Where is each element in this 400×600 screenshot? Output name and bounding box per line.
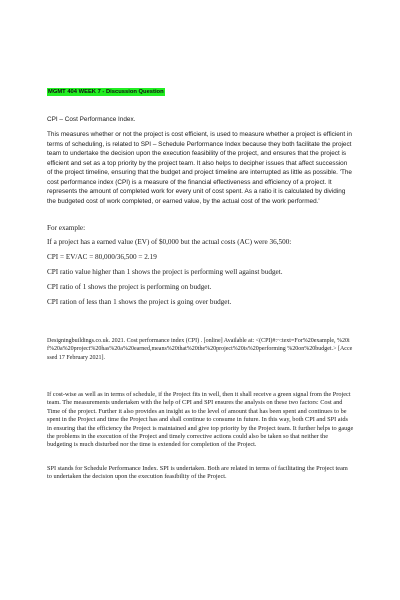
cost-wise-paragraph: If cost-wise as well as in terms of schedule, if the Project fits in well, then it shall receive a green signal from the Project team. The measurements undertaken with the help of CPI and SPI ensures the analysis on these two factors: Cost and Time of the project. Further it also provides an insight as to the level of amount that has been spent and continues to be spent in the Project and time the Project has and shall continue to consume in future. In this way, both CPI and SPI aids in ensuring that the efficiency the Project is maintained and give top priority by the Project team. It further helps to gauge the problems in the execution of the Project and timely corrective actions could also be taken so that neither the budgeting is much disturbed nor the time is extended for completion of the Project. xyxy=(47,391,354,449)
document-heading: MGMT 404 WEEK 7 - Discussion Question xyxy=(48,89,164,95)
cpi-title: CPI – Cost Performance Index. xyxy=(47,116,136,123)
ratio-less-block xyxy=(47,297,354,307)
cpi-title-block xyxy=(47,115,354,125)
spi-block xyxy=(47,465,354,482)
reference-citation: Designingbuildings.co.uk. 2021. Cost performance index (CPI) . [online] Available at: <(CPI)#:~:text=For%20example, %20if%20a%20project%20has%20a%20earned,means%20that%20the%20project%20is%20performing %20on%20budget.> [Accessed 17 February 2021]. xyxy=(47,338,353,361)
ratio-less-text: CPI ration of less than 1 shows the project is going over budget. xyxy=(47,298,232,306)
intro-paragraph: This measures whether or not the project is cost efficient, is used to measure whether a project is efficient in terms of scheduling, is related to SPI – Schedule Performance Index because they both facilitate the project team to undertake the decision upon the execution feasibility of the project, and ensures that the project is efficient and set as a top priority by the project team. It also helps to decipher issues that affect succession of the project timeline, ensuring that the budget and project timeline are interrupted as little as possible. 'The cost performance index (CPI) is a measure of the financial effectiveness and efficiency of a project. It represents the amount of completed work for every unit of cost spent. As a ratio it is calculated by dividing the budgeted cost of work completed, or earned value, by the actual cost of the work performed.' xyxy=(47,131,352,205)
example-line-block xyxy=(47,237,354,247)
ratio-one-text: CPI ratio of 1 shows the project is performing on budget. xyxy=(47,283,212,291)
reference-block xyxy=(47,337,354,362)
cost-wise-block xyxy=(47,391,354,450)
example-block xyxy=(47,223,354,233)
intro-block xyxy=(47,130,354,206)
ratio-higher-block xyxy=(47,267,354,277)
for-example-label: For example: xyxy=(47,224,86,232)
example-line: If a project has a earned value (EV) of $0,000 but the actual costs (AC) were 36,500: xyxy=(47,238,292,246)
cpi-formula: CPI = EV/AC = 80,000/36,500 = 2.19 xyxy=(47,253,157,261)
formula-block xyxy=(47,252,354,262)
ratio-higher-text: CPI ratio value higher than 1 shows the project is performing well against budget. xyxy=(47,268,283,276)
spi-paragraph: SPI stands for Schedule Performance Index. SPI is undertaken. Both are related in terms of facilitating the Project team to undertaken the decision upon the execution feasibility of the Project. xyxy=(47,465,348,481)
ratio-one-block xyxy=(47,282,354,292)
